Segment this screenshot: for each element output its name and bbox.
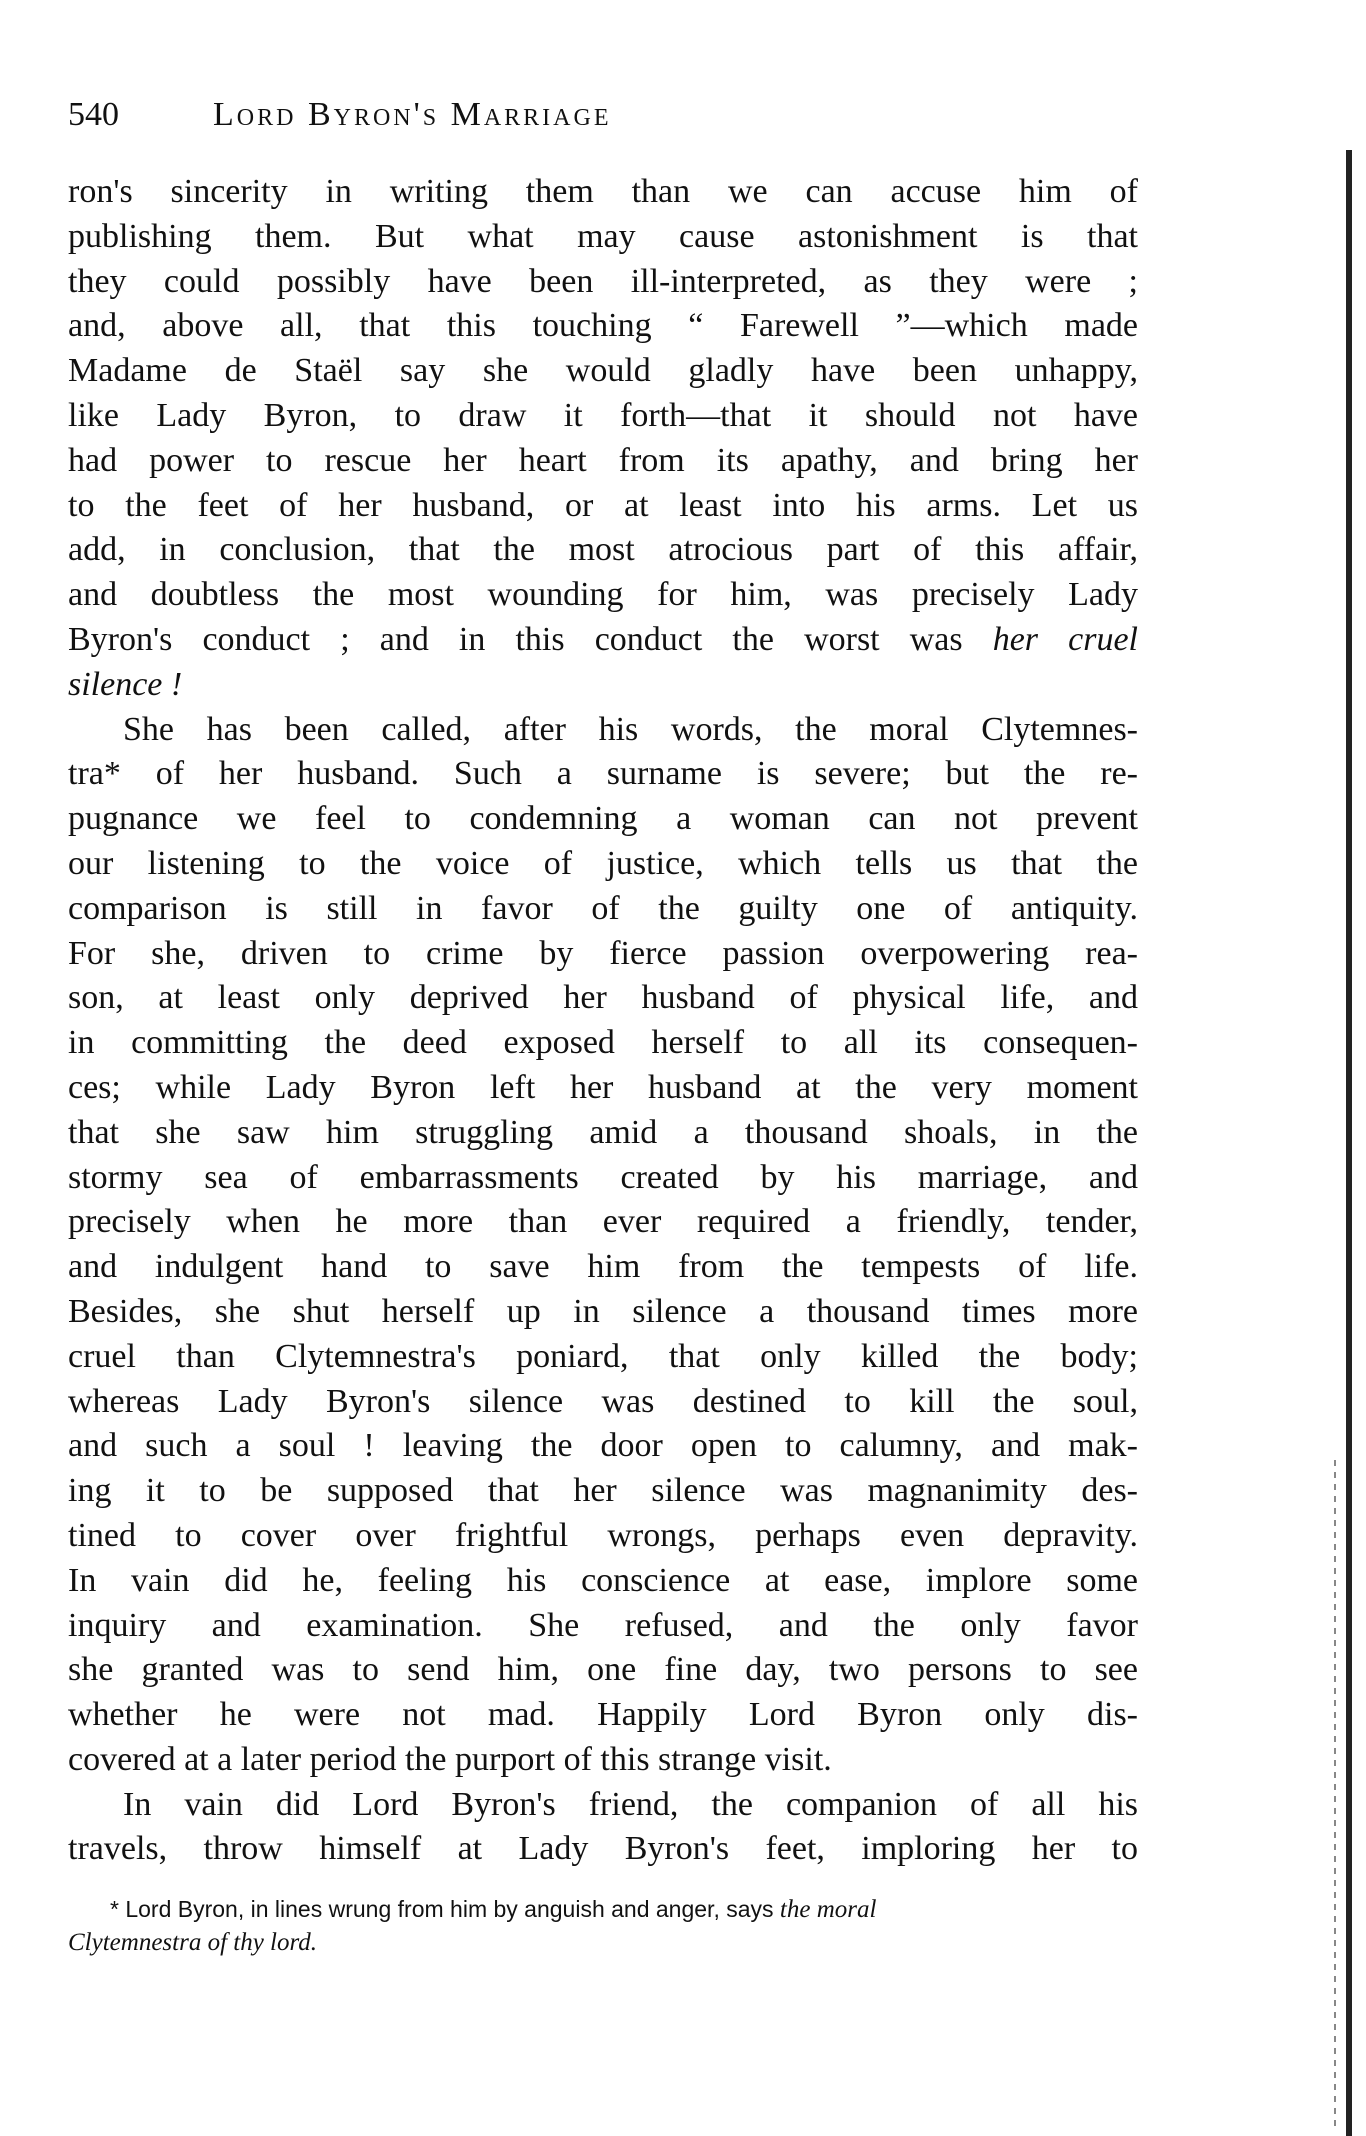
line-text: In vain did Lord Byron's friend, the companion of all his: [123, 1785, 1138, 1823]
line-text: add, in conclusion, that the most atrocious part of this affair,: [68, 531, 1138, 569]
text-line: [68, 439, 1138, 484]
text-line: [68, 1111, 1138, 1156]
footnote-italic: Clytemnestra of thy lord.: [68, 1929, 318, 1956]
text-line: [68, 797, 1138, 842]
text-line: [68, 1604, 1138, 1649]
text-line: [68, 1469, 1138, 1514]
line-text: publishing them. But what may cause astonishment is that: [68, 217, 1138, 255]
line-text: and doubtless the most wounding for him, was precisely Lady: [68, 576, 1138, 614]
text-line: [68, 484, 1138, 529]
line-italic-text: silence !: [68, 665, 183, 703]
line-text: had power to rescue her heart from its apathy, and bring her: [68, 441, 1138, 479]
line-text: Madame de Staël say she would gladly have been unhappy,: [68, 352, 1138, 390]
line-text: tined to cover over frightful wrongs, perhaps even depravity.: [68, 1516, 1138, 1554]
text-line: [68, 1156, 1138, 1201]
text-line: [68, 976, 1138, 1021]
text-line: [68, 1424, 1138, 1469]
line-text: stormy sea of embarrassments created by his marriage, and: [68, 1158, 1138, 1196]
line-text: inquiry and examination. She refused, and the only favor: [68, 1606, 1138, 1644]
line-text: son, at least only deprived her husband of physical life, and: [68, 979, 1138, 1017]
line-text: She has been called, after his words, the moral Clytemnes-: [123, 710, 1138, 748]
line-text: Besides, she shut herself up in silence a thousand times more: [68, 1292, 1138, 1330]
line-text: Byron's conduct ; and in this conduct the worst was: [68, 620, 993, 658]
line-text: travels, throw himself at Lady Byron's feet, imploring her to: [68, 1830, 1138, 1868]
text-line: [68, 1200, 1138, 1245]
text-line: [68, 708, 1138, 753]
text-line: [68, 260, 1138, 305]
book-binding-edge: [1346, 150, 1352, 2136]
text-line: [68, 1783, 1138, 1828]
text-line: [68, 349, 1138, 394]
line-text: ing it to be supposed that her silence was magnanimity des-: [68, 1472, 1138, 1510]
text-line: [68, 842, 1138, 887]
text-line: [68, 1066, 1138, 1111]
line-text: whereas Lady Byron's silence was destined to kill the soul,: [68, 1382, 1138, 1420]
line-text: tra* of her husband. Such a surname is severe; but the re-: [68, 755, 1138, 793]
line-italic-text: her cruel: [992, 620, 1139, 658]
text-line: [68, 618, 1138, 663]
line-text: precisely when he more than ever required a friendly, tender,: [68, 1203, 1138, 1241]
text-line: [68, 394, 1138, 439]
page-number: 540: [68, 96, 119, 133]
line-text: pugnance we feel to condemning a woman can not prevent: [68, 800, 1138, 838]
line-text: to the feet of her husband, or at least into his arms. Let us: [68, 486, 1138, 524]
text-line: [68, 1021, 1138, 1066]
footnote-line: [68, 1926, 1138, 1959]
text-line: [68, 1827, 1138, 1872]
line-text: covered at a later period the purport of this strange visit.: [68, 1740, 832, 1778]
text-line: [68, 1335, 1138, 1380]
footnote-text: * Lord Byron, in lines wrung from him by anguish and anger, says: [110, 1896, 780, 1922]
line-text: our listening to the voice of justice, which tells us that the: [68, 844, 1138, 882]
text-line: [68, 170, 1138, 215]
running-title: Lord Byron's Marriage: [213, 96, 612, 133]
text-line: [68, 215, 1138, 260]
text-line: [68, 528, 1138, 573]
text-line: [68, 1514, 1138, 1559]
text-line: [68, 1559, 1138, 1604]
line-text: whether he were not mad. Happily Lord Byron only dis-: [68, 1696, 1138, 1734]
footnote-italic: the moral: [779, 1896, 877, 1923]
line-text: like Lady Byron, to draw it forth—that it should not have: [68, 396, 1138, 434]
line-text: ron's sincerity in writing them than we can accuse him of: [68, 173, 1138, 210]
footnote: [68, 1893, 1138, 1959]
line-text: and such a soul ! leaving the door open to calumny, and mak-: [68, 1427, 1138, 1465]
text-line: [68, 887, 1138, 932]
text-line: [68, 932, 1138, 977]
text-line: [68, 304, 1138, 349]
line-text: they could possibly have been ill-interpreted, as they were ;: [68, 262, 1138, 300]
line-text: in committing the deed exposed herself to all its consequen-: [68, 1024, 1138, 1062]
book-binding-shadow: [1334, 1460, 1336, 2130]
page-header: [68, 96, 1138, 146]
footnote-line: [68, 1893, 1138, 1926]
text-line: [68, 1738, 1138, 1783]
text-line: [68, 1245, 1138, 1290]
line-text: she granted was to send him, one fine day, two persons to see: [68, 1651, 1138, 1689]
text-line: [68, 663, 1138, 708]
line-text: cruel than Clytemnestra's poniard, that only killed the body;: [68, 1337, 1138, 1375]
line-text: and indulgent hand to save him from the tempests of life.: [68, 1248, 1138, 1286]
text-line: [68, 573, 1138, 618]
text-line: [68, 752, 1138, 797]
line-text: and, above all, that this touching “ Farewell ”—which made: [68, 307, 1138, 345]
line-text: ces; while Lady Byron left her husband at the very moment: [68, 1068, 1138, 1106]
line-text: that she saw him struggling amid a thousand shoals, in the: [68, 1113, 1138, 1151]
line-text: For she, driven to crime by fierce passion overpowering rea-: [68, 934, 1138, 972]
line-text: comparison is still in favor of the guilty one of antiquity.: [68, 889, 1138, 927]
line-text: In vain did he, feeling his conscience at ease, implore some: [68, 1561, 1138, 1599]
text-line: [68, 1290, 1138, 1335]
text-line: [68, 1648, 1138, 1693]
body-text: [68, 170, 1138, 1872]
text-line: [68, 1380, 1138, 1425]
text-line: [68, 1693, 1138, 1738]
